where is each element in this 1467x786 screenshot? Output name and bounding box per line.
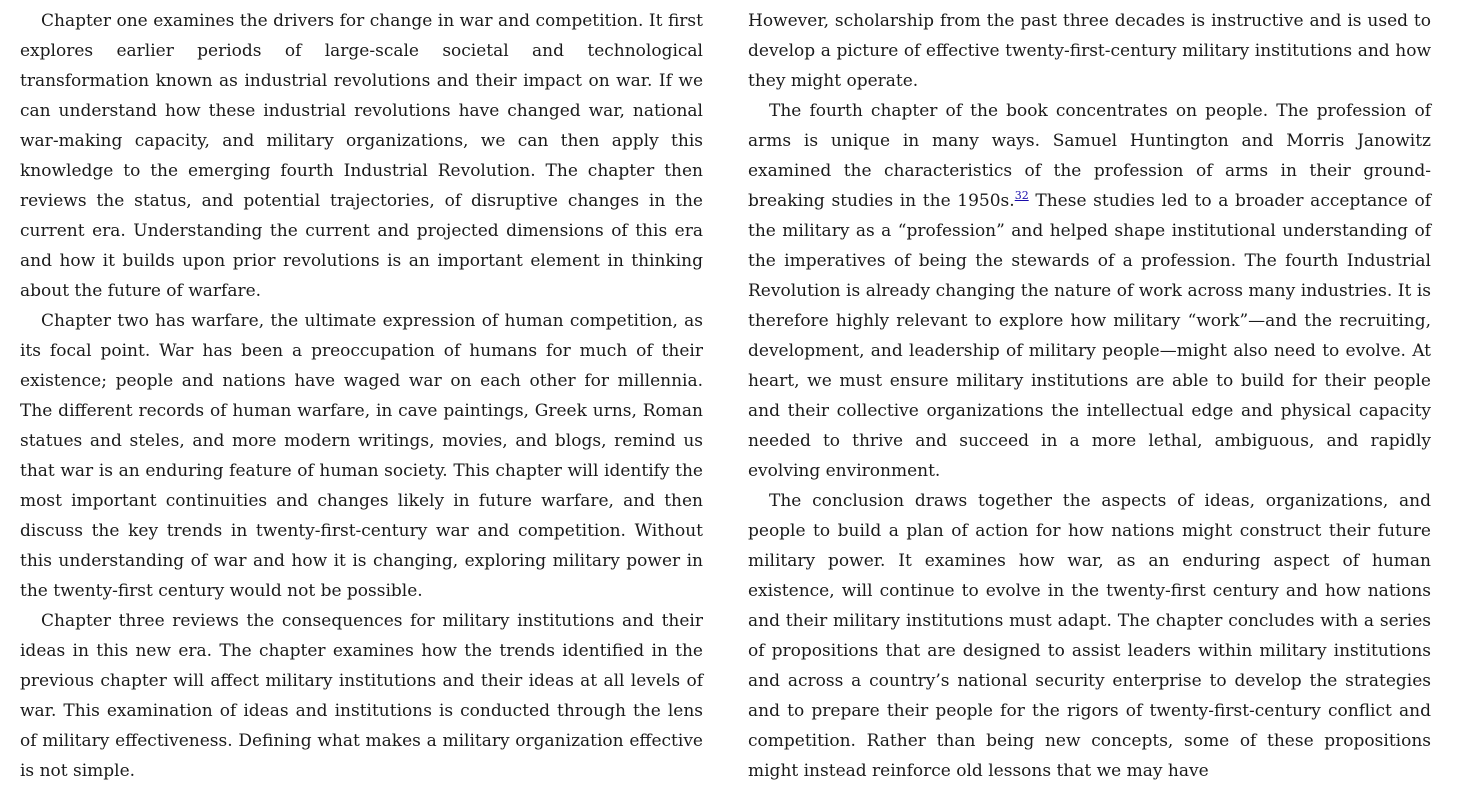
paragraph-chapter-three-continued: However, scholarship from the past three decades is instructive and is used to develop a picture of effective twenty-first-century military institutions and how they might operate. bbox=[748, 11, 1431, 91]
chapter-four-text-before-footnote: The fourth chapter of the book concentrates on people. The profession of arms is unique in many ways. Samuel Huntington and Morris Janowitz examined the characteristics of the profession of arms in their ground-breaking studies in the 1950s. bbox=[748, 101, 1431, 211]
paragraph-chapter-three: Chapter three reviews the consequences for military institutions and their ideas in this new era. The chapter examines how the trends identified in the previous chapter will affect military institutions and their ideas at all levels of war. This examination of ideas and institutions is conducted through the lens of military effectiveness. Defining what makes a military organization effective is not simple. bbox=[20, 611, 703, 781]
chapter-four-text-after-footnote: These studies led to a broader acceptance of the military as a “profession” and helped shape institutional understanding of the imperatives of being the stewards of a profession. The fourth Industrial Revolution is already changing the nature of work across many industries. It is therefore highly relevant to explore how military “work”—and the recruiting, development, and leadership of military people—might also need to evolve. At heart, we must ensure military institutions are able to build for their people and their collective organizations the intellectual edge and physical capacity needed to thrive and succeed in a more lethal, ambiguous, and rapidly evolving environment. bbox=[748, 191, 1431, 481]
paragraph-chapter-one: Chapter one examines the drivers for change in war and competition. It first explores earlier periods of large-scale societal and technological transformation known as industrial revolutions and their impact on war. If we can understand how these industrial revolutions have changed war, national war-making capacity, and military organizations, we can then apply this knowledge to the emerging fourth Industrial Revolution. The chapter then reviews the status, and potential trajectories, of disruptive changes in the current era. Understanding the current and projected dimensions of this era and how it builds upon prior revolutions is an important element in thinking about the future of warfare. bbox=[20, 11, 703, 301]
paragraph-chapter-two: Chapter two has warfare, the ultimate expression of human competition, as its focal point. War has been a preoccupation of humans for much of their existence; people and nations have waged war on each other for millennia. The different records of human warfare, in cave paintings, Greek urns, Roman statues and steles, and more modern writings, movies, and blogs, remind us that war is an enduring feature of human society. This chapter will identify the most important continuities and changes likely in future warfare, and then discuss the key trends in twenty-first-century war and competition. Without this understanding of war and how it is changing, exploring military power in the twenty-first century would not be possible. bbox=[20, 311, 703, 601]
paragraph-conclusion: The conclusion draws together the aspects of ideas, organizations, and people to build a plan of action for how nations might construct their future military power. It examines how war, as an enduring aspect of human existence, will continue to evolve in the twenty-first century and how nations and their military institutions must adapt. The chapter concludes with a series of propositions that are designed to assist leaders within military institutions and across a country’s national security enterprise to develop the strategies and to prepare their people for the rigors of twenty-first-century conflict and competition. Rather than being new concepts, some of these propositions might instead reinforce old lessons that we may have bbox=[748, 491, 1431, 781]
paragraph-chapter-four bbox=[748, 96, 1431, 486]
right-text-column bbox=[748, 6, 1431, 786]
footnote-link-32[interactable]: 32 bbox=[1014, 189, 1029, 202]
left-text-column bbox=[20, 6, 703, 786]
